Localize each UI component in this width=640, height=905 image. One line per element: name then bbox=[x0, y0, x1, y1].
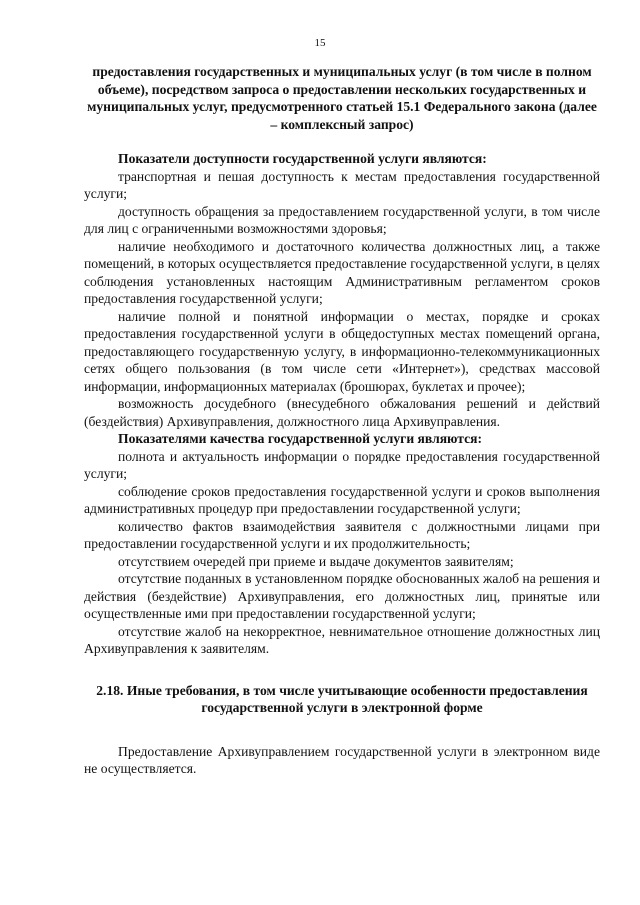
page-number: 15 bbox=[314, 37, 326, 49]
section-2-18-heading: 2.18. Иные требования, в том числе учитывающие особенности предоставления государственной услуги в электронной форме bbox=[96, 682, 588, 715]
accessibility-item: доступность обращения за предоставлением государственной услуги, в том числе для лиц с ограниченными возможностями здоровья; bbox=[84, 203, 600, 236]
quality-item: количество фактов взаимодействия заявителя с должностными лицами при предоставлении государственной услуги и их продолжительность; bbox=[84, 518, 600, 551]
intro-heading: предоставления государственных и муниципальных услуг (в том числе в полном объеме), посредством запроса о предоставлении нескольких государственных и муниципальных услуг, предусмотренного статьей 15.1 Федерального закона (далее – комплексный запрос) bbox=[87, 64, 597, 132]
accessibility-item: наличие полной и понятной информации о местах, порядке и сроках предоставления государственной услуги в общедоступных местах помещений органа, предоставляющего государственную услугу, в информационно-телекоммуникационных сетях общего пользования (в том числе сети «Интернет»), средствах массовой информации, информационных материалах (брошюрах, буклетах и прочее); bbox=[84, 308, 600, 394]
quality-item: отсутствием очередей при приеме и выдаче документов заявителям; bbox=[118, 553, 514, 569]
accessibility-item: возможность досудебного (внесудебного обжалования решений и действий (бездействия) Архивуправления, должностного лица Архивуправления. bbox=[84, 396, 600, 429]
section-2-18-body: Предоставление Архивуправлением государственной услуги в электронном виде не осуществляется. bbox=[84, 743, 600, 776]
quality-item: отсутствие поданных в установленном порядке обоснованных жалоб на решения и действия (бездействие) Архивуправления, его должностных лиц, принятые или осуществленные ими при предоставлении государственной услуги; bbox=[84, 571, 600, 621]
quality-item: полнота и актуальность информации о порядке предоставления государственной услуги; bbox=[84, 448, 600, 481]
accessibility-heading: Показатели доступности государственной услуги являются: bbox=[118, 151, 487, 166]
quality-item: отсутствие жалоб на некорректное, невнимательное отношение должностных лиц Архивуправления к заявителям. bbox=[84, 623, 600, 656]
quality-item: соблюдение сроков предоставления государственной услуги и сроков выполнения административных процедур при предоставлении государственной услуги; bbox=[84, 483, 600, 516]
quality-heading: Показателями качества государственной услуги являются: bbox=[118, 431, 483, 446]
accessibility-item: наличие необходимого и достаточного количества должностных лиц, а также помещений, в которых осуществляется предоставление государственной услуги, в целях соблюдения установленных настоящим Административным регламентом сроков предоставления государственной услуги; bbox=[84, 238, 600, 306]
document-body bbox=[84, 63, 600, 778]
accessibility-item: транспортная и пешая доступность к местам предоставления государственной услуги; bbox=[84, 168, 600, 201]
